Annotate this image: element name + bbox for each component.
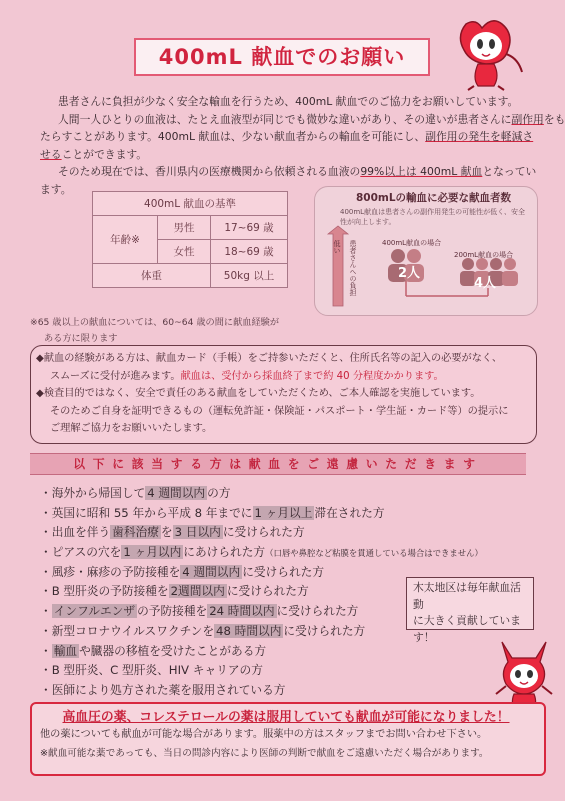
notice-text (36, 350, 536, 438)
case-400-label: 400mL献血の場合 (382, 239, 442, 247)
criteria-table-header: 400mL 献血の基準 (93, 192, 288, 216)
exclusion-text: B 型肝炎の予防接種を (51, 584, 169, 599)
intro-line (40, 111, 565, 129)
intro-underline: 99%以上は 400mL 献血 (360, 165, 483, 178)
exclusion-item (40, 563, 420, 583)
weight-label: 体重 (93, 264, 211, 288)
exclusion-text: ・ (40, 643, 52, 658)
exclusion-highlight: 48 時間以内 (216, 623, 282, 638)
exclusion-text: や臓器の移植を受けたことがある方 (79, 643, 267, 658)
exclusion-item (40, 661, 420, 681)
exclusion-text: に受けられた方 (283, 623, 366, 638)
exclusion-text: ・ (40, 486, 52, 500)
exclusion-highlight: 1 ヶ月以上 (254, 505, 313, 520)
notice-fragment: スムーズに受付が進みます。 (50, 370, 181, 382)
kitamoto-line: 木太地区は毎年献血活動 (413, 581, 521, 611)
female-age-value: 18~69 歳 (211, 240, 288, 264)
exclusion-text: B 型肝炎、C 型肝炎、HIV キャリアの方 (51, 663, 263, 678)
intro-line (40, 163, 540, 181)
notice-time-highlight: 献血は、受付から採血終了まで約 40 分程度かかります。 (180, 370, 444, 382)
donor-count-subtitle: 400mL献血は患者さんの副作用発生の可能性が低く、安全性が向上します。 (340, 208, 525, 226)
intro-fragment: 人間一人ひとりの血液は、たとえ血液型が同じでも微妙な違いがあり、その違いが患者さんに (58, 112, 512, 126)
weight-value: 50kg 以上 (211, 264, 288, 288)
exclusion-text: 風疹・麻疹の予防接種を (51, 564, 181, 579)
age-note-line: ある方に限ります (44, 333, 118, 344)
exclusion-banner: 以下に該当する方は献血をご遠慮いただきます (30, 453, 526, 475)
exclusion-text: に受けられた方 (276, 604, 359, 619)
exclusion-text: 英国に昭和 55 年から平成 8 年までに (51, 505, 253, 520)
intro-fragment: をも (543, 112, 565, 126)
case-200-label: 200mL献血の場合 (454, 251, 514, 259)
intro-line: 患者さんに負担が少なく安全な輸血を行うため、400mL 献血でのご協力をお願いしています。 (58, 95, 519, 108)
intro-fragment: となってい (482, 165, 537, 178)
intro-line (40, 128, 540, 146)
exclusion-text: にあけられた方 (183, 545, 266, 560)
notice-line: そのためご自身を証明できるもの（運転免許証・保険証・パスポート・学生証・カード等）の提示に (50, 405, 509, 417)
exclusion-highlight: インフルエンザ (53, 604, 136, 619)
notice-line: ご理解ご協力をお願いいたします。 (50, 423, 213, 434)
exclusion-text: 医師により処方された薬を服用されている方 (51, 682, 286, 697)
exclusion-text: に受けられた方 (242, 564, 325, 579)
notice-line: ◆献血の経験がある方は、献血カード（手帳）をご持参いただくと、住所氏名等の記入の必要がなく、 (36, 353, 503, 364)
exclusion-text: の方 (207, 486, 231, 500)
exclusion-text: を (160, 525, 173, 540)
burden-low-label: 低い (333, 240, 341, 254)
exclusion-text: ・ (40, 525, 52, 540)
exclusion-text: ・ (40, 623, 52, 638)
exclusion-text: の予防接種を (137, 604, 208, 619)
exclusion-text: 出血を伴う (51, 525, 111, 540)
exclusion-text: ・ (40, 545, 52, 560)
exclusion-text: ・ (40, 604, 52, 619)
intro-underline: 副作用の発生を軽減さ (425, 130, 534, 143)
burden-label: 患者さんへの負担 (349, 240, 357, 296)
exclusion-text: 新型コロナウイルスワクチンを (51, 623, 215, 638)
exclusion-highlight: 輸血 (53, 643, 78, 658)
exclusion-text: ・ (40, 663, 52, 678)
burden-arrow-icon (328, 226, 348, 306)
exclusion-highlight: 4 週間以内 (182, 564, 241, 579)
exclusion-text: ピアスの穴を (51, 545, 122, 560)
exclusion-text: 海外から帰国して (51, 486, 146, 500)
male-label: 男性 (158, 216, 211, 240)
exclusion-text: に受けられた方 (222, 525, 305, 540)
exclusion-item (40, 681, 420, 701)
intro-fragment: たらすことがあります。400mL 献血は、少ない献血者からの輸血を可能にし、 (40, 130, 426, 143)
exclusion-highlight: 3 日以内 (174, 525, 221, 540)
exclusion-text: ・ (40, 584, 52, 599)
age-note (30, 315, 340, 347)
exclusion-text: に受けられた方 (226, 584, 309, 599)
medication-notice-title-text: 高血圧の薬、コレステロールの薬は服用していても献血が可能になりました！ (62, 710, 510, 725)
exclusion-highlight: 24 時間以内 (209, 604, 275, 619)
intro-underline: せる (40, 147, 62, 161)
exclusion-text: ・ (40, 564, 52, 579)
exclusion-highlight: 2週間以内 (170, 584, 225, 599)
exclusion-item (40, 602, 420, 622)
exclusion-item (40, 622, 420, 642)
criteria-table (92, 191, 288, 288)
exclusion-highlight: 4 週間以内 (147, 486, 206, 500)
intro-line: ます。 (40, 182, 72, 196)
medication-notice-line: ※献血可能な薬であっても、当日の問診内容により医師の判断で献血をご遠慮いただく場合があります。 (40, 747, 489, 759)
intro-line (40, 146, 540, 164)
exclusion-text: ・ (40, 682, 52, 697)
exclusion-item (40, 484, 420, 504)
notice-line: ◆検査目的ではなく、安全で責任のある献血をしていただくため、ご本人確認を実施しています。 (36, 388, 481, 399)
exclusion-highlight: 歯科治療 (112, 525, 159, 540)
female-label: 女性 (158, 240, 211, 264)
medication-notice-title (30, 706, 542, 725)
kitamoto-note (406, 577, 534, 644)
page-title: 400mL 献血でのお願い (134, 38, 430, 76)
exclusion-item (40, 582, 420, 602)
intro-fragment: そのため現在では、香川県内の医療機関から依頼される血液の (58, 165, 361, 178)
age-label: 年齢※ (93, 216, 158, 264)
exclusion-item (40, 523, 420, 543)
intro-text (40, 93, 565, 198)
age-note-line: ※65 歳以上の献血については、60~64 歳の間に献血経験が (30, 317, 280, 328)
exclusion-item (40, 543, 483, 563)
medication-notice-line: 他の薬についても献血が可能な場合があります。服薬中の方はスタッフまでお問い合わせ下さい。 (40, 729, 488, 740)
intro-fragment: ことができます。 (61, 147, 148, 161)
male-age-value: 17~69 歳 (211, 216, 288, 240)
medication-notice-text (40, 726, 540, 763)
exclusion-item (40, 642, 420, 662)
exclusion-text: （口唇や鼻腔など粘膜を貫通している場合はできません） (265, 548, 483, 559)
intro-underline: 副作用 (511, 112, 544, 126)
notice-line (36, 368, 536, 386)
kitamoto-line: に大きく貢献していま (413, 614, 521, 627)
count-200: 4人 (474, 276, 497, 291)
exclusion-highlight: 1 ヶ月以内 (123, 545, 182, 560)
kitamoto-line: す！ (413, 630, 435, 644)
donor-count-title: 800mLの輸血に必要な献血者数 (356, 192, 512, 204)
exclusion-text: ・ (40, 505, 52, 520)
exclusion-item (40, 504, 420, 524)
count-400: 2人 (398, 266, 421, 281)
blood-drop-mascot-icon (448, 14, 532, 94)
exclusion-text: 滞在された方 (314, 505, 385, 520)
